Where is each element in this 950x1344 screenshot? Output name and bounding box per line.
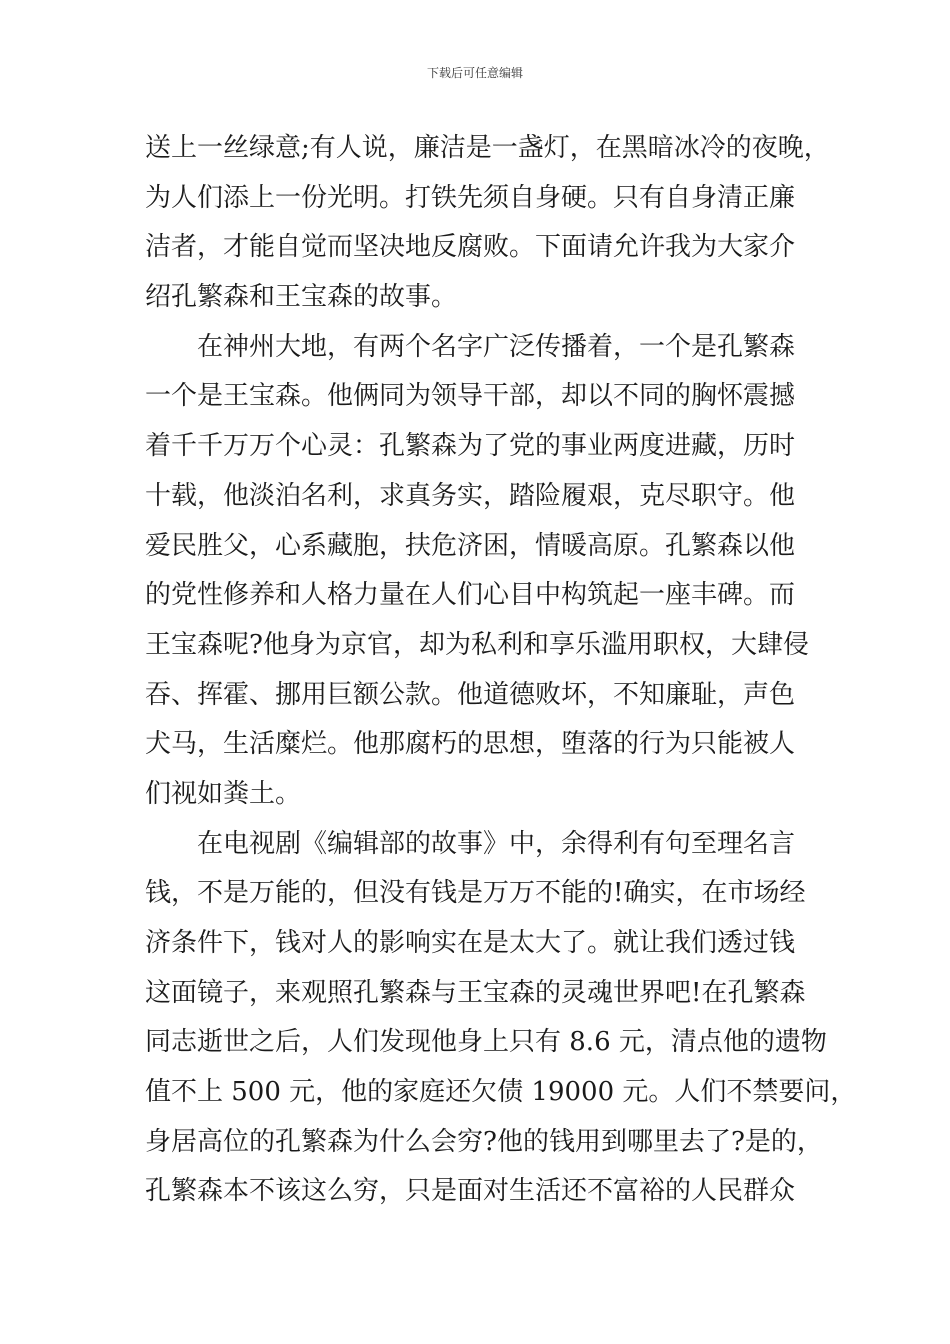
text-line: 孔繁森本不该这么穷，只是面对生活还不富裕的人民群众 [145,1176,796,1207]
text-line: 的党性修养和人格力量在人们心目中构筑起一座丰碑。而 [145,580,796,611]
text-line: 这面镜子，来观照孔繁森与王宝森的灵魂世界吧!在孔繁森 [145,977,806,1008]
text-line: 吞、挥霍、挪用巨额公款。他道德败坏，不知廉耻，声色 [145,679,796,710]
text-line: 为人们添上一份光明。打铁先须自身硬。只有自身清正廉 [145,182,796,213]
text-line: 洁者，才能自觉而坚决地反腐败。下面请允许我为大家介 [145,232,796,263]
text-line: 着千千万万个心灵：孔繁森为了党的事业两度进藏，历时 [145,431,796,462]
text-line: 身居高位的孔繁森为什么会穷?他的钱用到哪里去了?是的， [145,1126,823,1157]
text-line: 王宝森呢?他身为京官，却为私利和享乐滥用职权，大肆侵 [145,629,809,660]
paragraph-first-line: 在神州大地，有两个名字广泛传播着，一个是孔繁森 [197,331,796,362]
text-line: 钱，不是万能的，但没有钱是万万不能的!确实，在市场经 [145,878,806,909]
text-line: 一个是王宝森。他俩同为领导干部，却以不同的胸怀震撼 [145,381,796,412]
text-line: 值不上 500 元，他的家庭还欠债 19000 元。人们不禁要问， [145,1077,857,1108]
text-line: 送上一丝绿意;有人说，廉洁是一盏灯，在黑暗冰冷的夜晚， [145,133,830,163]
text-line: 同志逝世之后，人们发现他身上只有 8.6 元，清点他的遗物 [145,1027,827,1058]
text-line: 爱民胜父，心系藏胞，扶危济困，情暖高原。孔繁森以他 [145,530,796,561]
text-line: 十载，他淡泊名利，求真务实，踏险履艰，克尽职守。他 [145,480,796,511]
page-header: 下载后可任意编辑 [426,66,523,80]
text-line: 犬马，生活糜烂。他那腐朽的思想，堕落的行为只能被人 [145,729,796,760]
text-line: 济条件下，钱对人的影响实在是太大了。就让我们透过钱 [145,928,796,958]
document-body [145,124,857,1217]
text-line: 绍孔繁森和王宝森的故事。 [145,282,458,313]
paragraph-first-line: 在电视剧《编辑部的故事》中，余得利有句至理名言 [197,828,796,859]
text-line: 们视如粪土。 [145,778,302,809]
